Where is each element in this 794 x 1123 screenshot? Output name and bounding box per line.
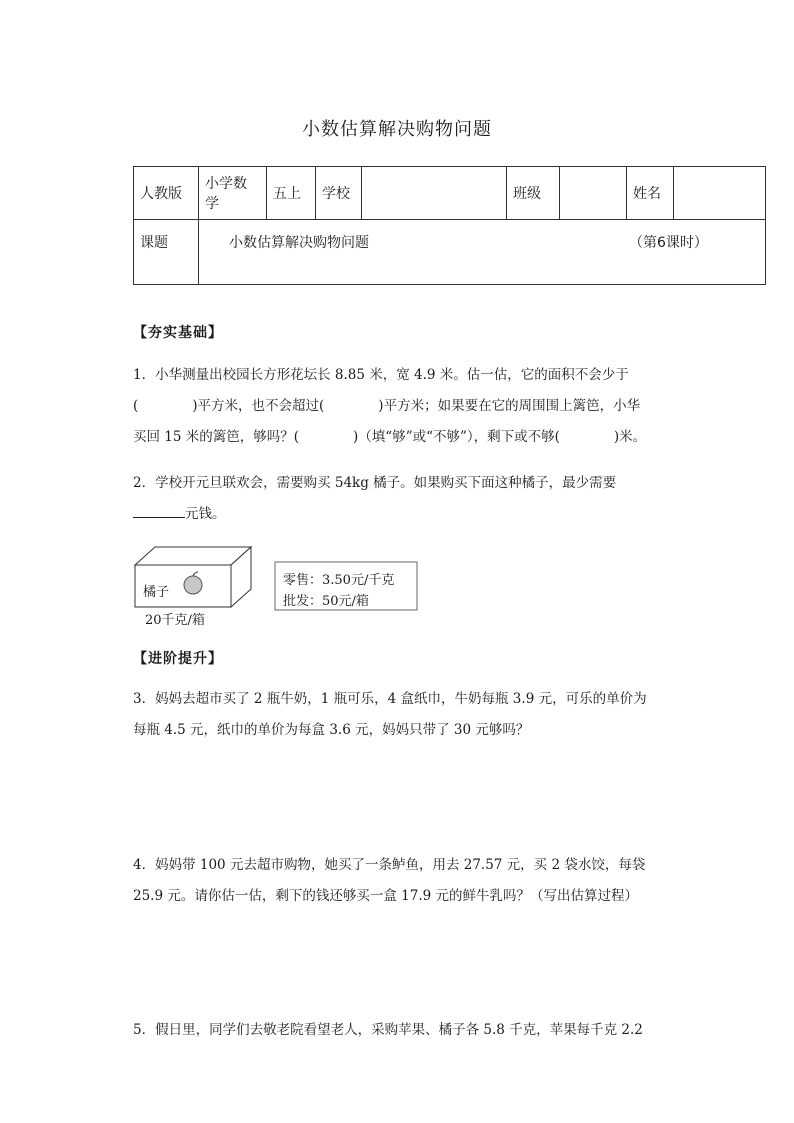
topic-value: 小数估算解决购物问题: [229, 235, 369, 251]
question-4: [133, 850, 673, 912]
box-label: 橘子: [143, 585, 170, 600]
name-field[interactable]: [674, 167, 766, 220]
retail-price: 零售：3.50元/千克: [283, 573, 395, 588]
lesson-number: （第6课时）: [629, 235, 708, 251]
answer-blank[interactable]: [133, 503, 185, 518]
question-2-line: [133, 499, 673, 530]
question-4-line: 4．妈妈带 100 元去超市购物，她买了一条鲈鱼，用去 27.57 元，买 2 袋水饺，每袋: [133, 857, 646, 873]
question-1: [133, 360, 673, 453]
topic-label: 课题: [134, 220, 199, 285]
edition-cell: 人教版: [134, 167, 199, 220]
question-3-line: 每瓶 4.5 元，纸巾的单价为每盒 3.6 元，妈妈只带了 30 元够吗？: [133, 722, 530, 738]
subject-cell: 小学数学: [199, 167, 267, 220]
section-advanced: 【进阶提升】: [133, 651, 223, 667]
section-basic: 【夯实基础】: [133, 325, 223, 341]
topic-cell: [199, 220, 766, 285]
question-1-line: 1．小华测量出校园长方形花坛长 8.85 米，宽 4.9 米。估一估，它的面积不会少于: [133, 367, 629, 383]
page-title: 小数估算解决购物问题: [302, 119, 492, 140]
question-1-line: 买回 15 米的篱笆，够吗？( )（填“够”或“不够”），剩下或不够( )米。: [133, 429, 647, 445]
name-label: 姓名: [627, 167, 674, 220]
school-field[interactable]: [362, 167, 507, 220]
wholesale-price: 批发：50元/箱: [283, 594, 369, 609]
orange-price-figure: [133, 545, 423, 629]
question-5-line: 5．假日里，同学们去敬老院看望老人，采购苹果、橘子各 5.8 千克，苹果每千克 2.2: [133, 1022, 643, 1038]
box-weight: 20千克/箱: [145, 613, 205, 628]
class-label: 班级: [507, 167, 560, 220]
school-label: 学校: [316, 167, 362, 220]
question-2-suffix: 元钱。: [185, 506, 226, 522]
info-table: [133, 166, 766, 285]
question-4-line: 25.9 元。请你估一估，剩下的钱还够买一盒 17.9 元的鲜牛乳吗？（写出估算过程）: [133, 888, 638, 904]
grade-cell: 五上: [267, 167, 316, 220]
question-2: [133, 468, 673, 530]
question-2-line: 2．学校开元旦联欢会，需要购买 54kg 橘子。如果购买下面这种橘子，最少需要: [133, 475, 617, 491]
orange-icon: [184, 576, 202, 594]
question-5: [133, 1015, 673, 1046]
class-field[interactable]: [560, 167, 627, 220]
question-1-line: ( )平方米，也不会超过( )平方米；如果要在它的周围围上篱笆，小华: [133, 398, 641, 414]
question-3-line: 3．妈妈去超市买了 2 瓶牛奶，1 瓶可乐，4 盒纸巾，牛奶每瓶 3.9 元，可乐的单价为: [133, 691, 647, 707]
question-3: [133, 684, 673, 746]
